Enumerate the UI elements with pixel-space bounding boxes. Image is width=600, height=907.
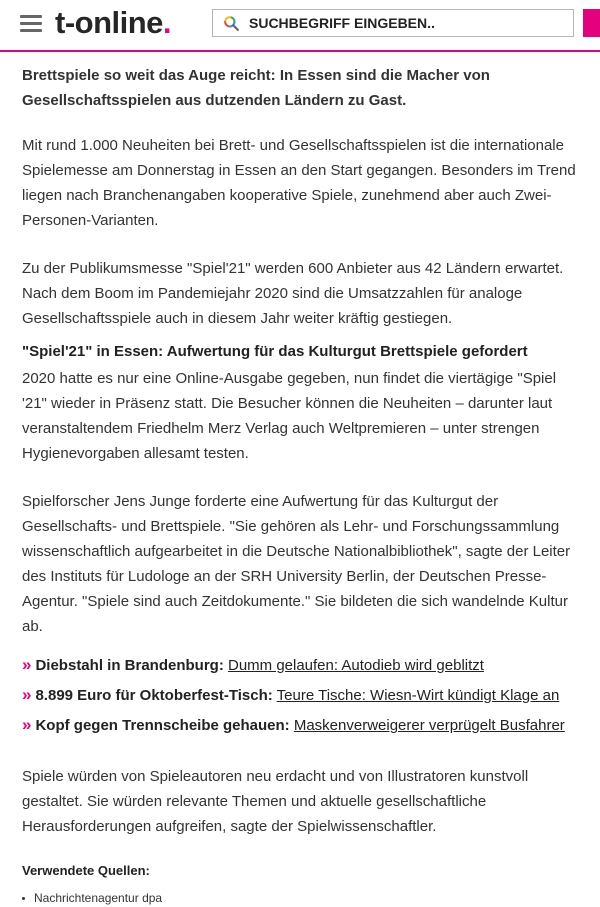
related-article-item xyxy=(22,650,578,680)
article-lead: Brettspiele so weit das Auge reicht: In Essen sind die Macher von Gesellschaftsspielen aus dutzenden Ländern zu Gast. xyxy=(22,67,490,109)
related-article-item xyxy=(22,710,578,740)
hamburger-menu-icon[interactable] xyxy=(20,15,42,33)
article-paragraph: Spiele würden von Spieleautoren neu erdacht und von Illustratoren kunstvoll gestaltet. Sie würden relevante Themen und aktuelle gesellschaftliche Herausforderungen aufgreifen, sagte der Spielwissenschaftler. xyxy=(22,768,529,835)
site-logo[interactable] xyxy=(55,5,171,41)
related-article-link[interactable]: Maskenverweigerer verprügelt Busfahrer xyxy=(293,717,565,734)
article-subheading: "Spiel'21" in Essen: Aufwertung für das Kulturgut Brettspiele gefordert xyxy=(22,343,528,360)
article-paragraph: 2020 hatte es nur eine Online-Ausgabe gegeben, nun findet die viertägige "Spiel '21" wieder in Präsenz statt. Die Besucher können die Neuheiten – darunter laut veranstaltendem Friedhelm Merz Verlag auch Weltpremieren – unter strengen Hygienevorgaben allesamt testen. xyxy=(22,370,557,462)
bullet-icon xyxy=(22,897,25,900)
related-article-link[interactable]: Dumm gelaufen: Autodieb wird geblitzt xyxy=(227,657,484,674)
related-topic: Kopf gegen Trennscheibe gehauen: xyxy=(35,717,290,734)
search-box xyxy=(212,9,574,37)
article-paragraph: Mit rund 1.000 Neuheiten bei Brett- und Gesellschaftsspielen ist die internationale Spielemesse am Donnerstag in Essen an den Start gegangen. Besonders im Trend liegen nach Branchenangaben kooperative Spiele, zunehmend aber auch Zwei-Personen-Varianten. xyxy=(22,137,576,229)
sources-title: Verwendete Quellen: xyxy=(22,863,150,878)
chevron-right-icon: » xyxy=(22,685,32,704)
related-article-link[interactable]: Teure Tische: Wiesn-Wirt kündigt Klage an xyxy=(276,687,560,704)
logo-text: t-online xyxy=(55,5,163,40)
chevron-right-icon: » xyxy=(22,715,32,734)
article-paragraph: Spielforscher Jens Junge forderte eine Aufwertung für das Kulturgut der Gesellschafts- und Brettspiele. "Sie gehören als Lehr- und Forschungssammlung wissenschaftlich aufgearbeitet in die Deutsche Nationalbibliothek", sagte der Leiter des Instituts für Ludologe an der SRH University Berlin, der Deutschen Presse-Agentur. "Spiele sind auch Zeitdokumente." Sie bildeten die sich wandelnde Kultur ab. xyxy=(22,493,571,635)
source-label: Nachrichtenagentur dpa xyxy=(34,891,163,905)
article-paragraph: Zu der Publikumsmesse "Spiel'21" werden 600 Anbieter aus 42 Ländern erwartet. Nach dem Boom im Pandemiejahr 2020 sind die Umsatzzahlen für analoge Gesellschaftsspiele auch in diesem Jahr weiter kräftig gestiegen. xyxy=(22,260,564,327)
related-topic: Diebstahl in Brandenburg: xyxy=(35,657,224,674)
related-article-item xyxy=(22,680,578,710)
search-input[interactable] xyxy=(249,10,569,36)
search-icon[interactable] xyxy=(223,15,240,32)
related-articles-list xyxy=(22,650,578,740)
article-body xyxy=(0,63,600,907)
search-button[interactable] xyxy=(583,9,600,37)
chevron-right-icon: » xyxy=(22,655,32,674)
source-item xyxy=(22,889,578,907)
logo-dot: . xyxy=(162,5,172,40)
related-topic: 8.899 Euro für Oktoberfest-Tisch: xyxy=(35,687,273,704)
site-header xyxy=(0,0,600,52)
